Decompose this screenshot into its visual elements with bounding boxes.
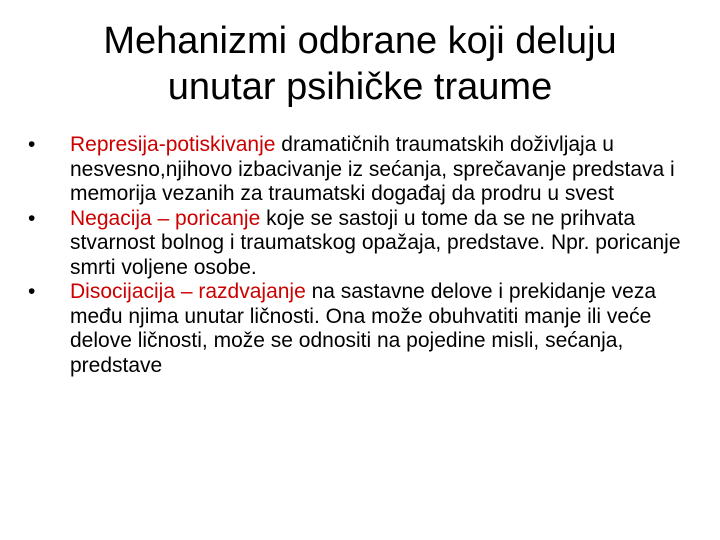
bullet-list	[28, 133, 700, 378]
bullet-text: koje se sastoji u tome da se ne prihvata stvarnost bolnog i traumatskog opažaja, predstave. Npr. poricanje smrti voljene osobe.	[70, 206, 681, 279]
bullet-term: Negacija – poricanje	[70, 206, 261, 230]
bullet-text: na sastavne delove i prekidanje veza među njima unutar ličnosti. Ona može obuhvatiti manje ili veće delove ličnosti, može se odnositi na pojedine misli, sećanja, predstave	[70, 280, 657, 377]
slide-title	[20, 18, 700, 110]
bullet-term: Disocijacija – razdvajanje	[70, 280, 306, 303]
bullet-dot-icon: •	[28, 133, 36, 156]
bullet-item-disocijacija	[28, 280, 700, 378]
slide-title-line-1: Mehanizmi odbrane koji deluju	[103, 20, 617, 62]
bullet-text: dramatičnih traumatskih doživljaja u nesvesno,njihovo izbacivanje iz sećanja, sprečavanje predstava i memorija vezanih za traumatski događaj da prodru u svest	[70, 133, 675, 205]
bullet-dot-icon: •	[28, 280, 36, 303]
bullet-item-negacija	[28, 207, 700, 281]
bullet-term: Represija-potiskivanje	[70, 133, 276, 156]
bullet-dot-icon: •	[28, 206, 36, 230]
bullet-item-represija	[28, 133, 700, 207]
slide-title-line-2: unutar psihičke traume	[167, 66, 553, 108]
